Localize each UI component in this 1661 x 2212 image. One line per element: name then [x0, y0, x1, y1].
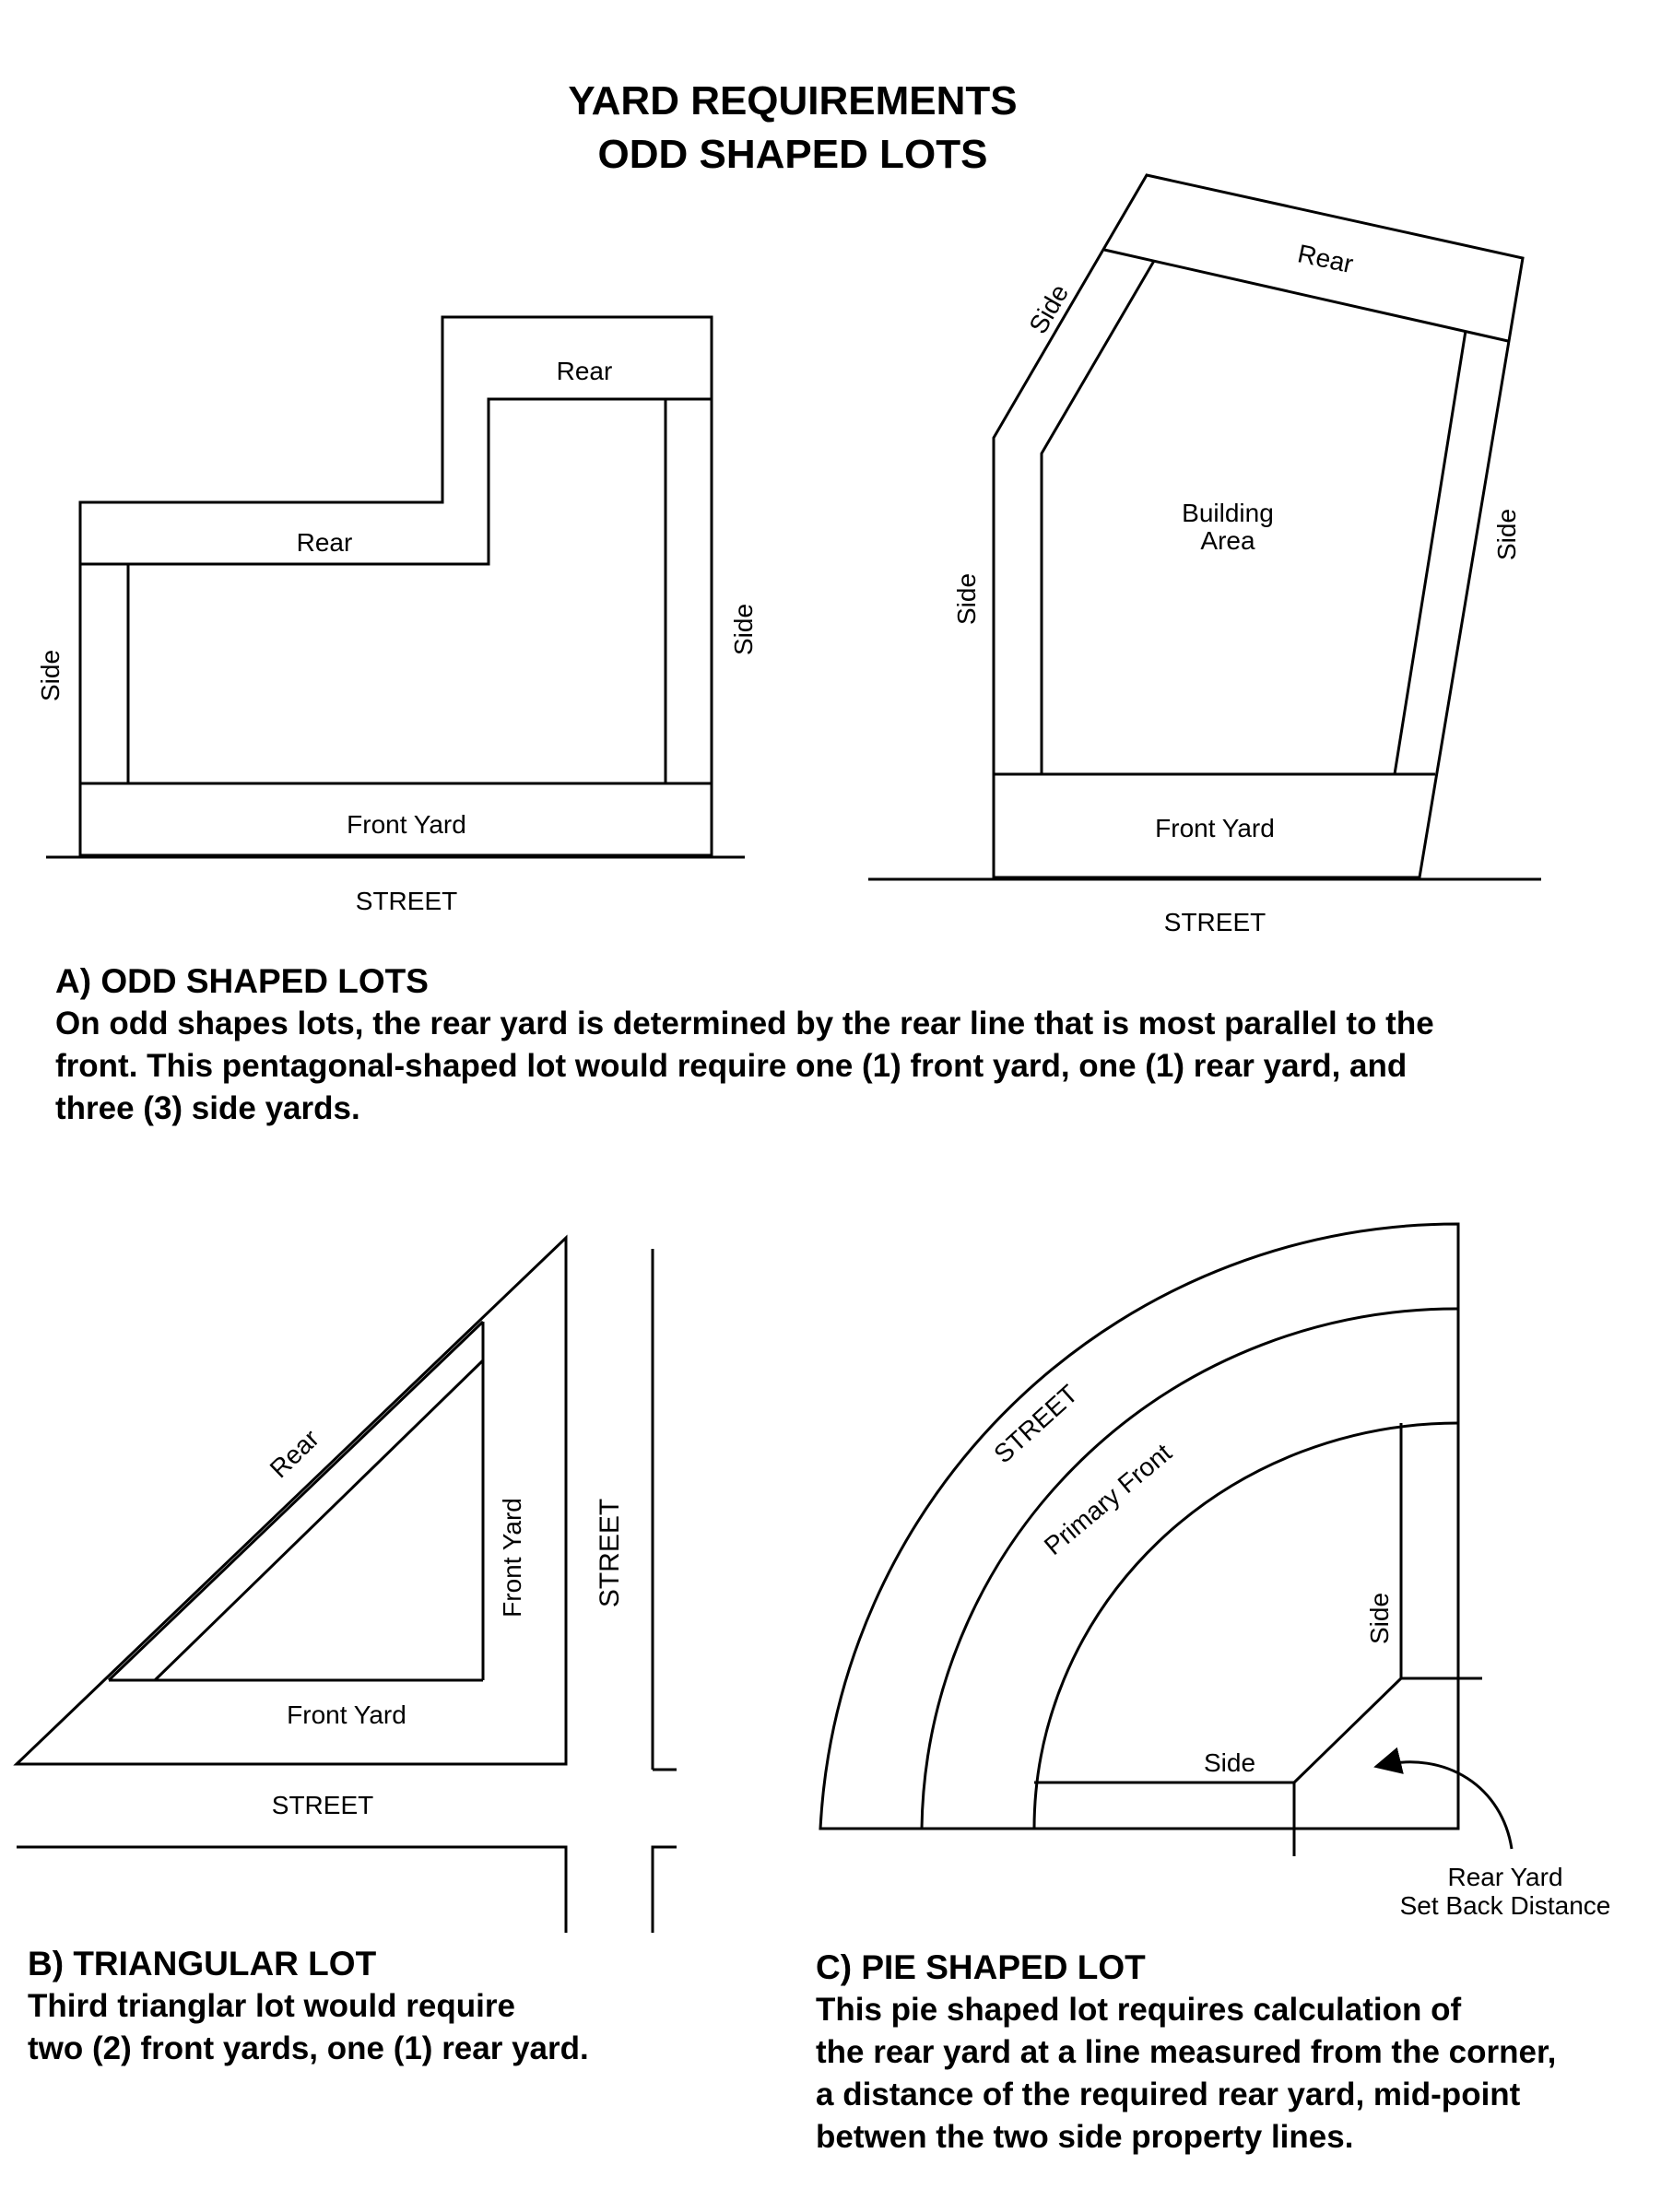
label-side-vertical: Side [1365, 1592, 1394, 1645]
side-line-right [1395, 331, 1466, 774]
label-rear-yard: Rear Yard [1447, 1863, 1563, 1891]
label-rear-lower: Rear [296, 528, 353, 557]
caption-c-line-2: the rear yard at a line measured from the corner, [816, 2034, 1557, 2070]
lot-a-left [46, 317, 745, 857]
label-setback-distance: Set Back Distance [1399, 1891, 1611, 1920]
street-outer-arc [820, 1224, 1458, 1829]
caption-a-line-3: three (3) side yards. [55, 1090, 360, 1126]
label-side-left: Side [952, 572, 981, 626]
label-street: STREET [355, 887, 458, 915]
caption-b-heading: B) TRIANGULAR LOT [28, 1945, 377, 1983]
label-rear: Rear [264, 1423, 325, 1484]
caption-a-line-2: front. This pentagonal-shaped lot would require one (1) front yard, one (1) rear yard, and [55, 1048, 1408, 1084]
label-rear-upper: Rear [556, 357, 613, 385]
rear-line-inner [155, 1360, 483, 1680]
caption-b-line-2: two (2) front yards, one (1) rear yard. [28, 2030, 589, 2066]
caption-b-line-1: Third trianglar lot would require [28, 1988, 515, 2024]
cross-street-left [17, 1847, 566, 1933]
label-front-yard-vertical: Front Yard [498, 1498, 526, 1618]
label-street-bottom: STREET [271, 1791, 374, 1819]
caption-c-line-1: This pie shaped lot requires calculation of [816, 1992, 1462, 2028]
label-street: STREET [1163, 908, 1266, 936]
caption-a [55, 960, 1622, 1130]
rear-line [109, 1322, 483, 1680]
label-building-area-2: Area [1200, 526, 1255, 555]
label-side-bottom: Side [1203, 1748, 1256, 1777]
label-front-yard: Front Yard [1155, 814, 1275, 842]
label-side-right: Side [729, 603, 758, 656]
building-line [128, 399, 666, 783]
caption-a-line-1: On odd shapes lots, the rear yard is determined by the rear line that is most parallel to the [55, 1006, 1434, 1041]
caption-b [28, 1943, 783, 2070]
caption-c [816, 1947, 1645, 2159]
label-side-left: Side [36, 649, 65, 702]
lot-b [17, 1238, 677, 1933]
label-front-yard: Front Yard [347, 810, 466, 839]
label-building-area-1: Building [1182, 499, 1274, 527]
building-line [1042, 261, 1154, 774]
label-front-yard-bottom: Front Yard [287, 1700, 406, 1729]
title-line-1: YARD REQUIREMENTS [568, 78, 1018, 124]
lot-c [820, 1224, 1512, 1856]
label-primary-front: Primary Front [1038, 1438, 1177, 1561]
title-line-2: ODD SHAPED LOTS [597, 132, 988, 177]
label-street: STREET [988, 1379, 1084, 1469]
primary-front-arc [922, 1309, 1458, 1829]
rear-yard-diagonal [1294, 1678, 1401, 1783]
label-side-top: Side [1023, 279, 1075, 339]
cross-street-right [653, 1847, 677, 1933]
label-side-right: Side [1492, 508, 1521, 561]
label-street-vertical: STREET [595, 1498, 625, 1608]
caption-a-heading: A) ODD SHAPED LOTS [55, 962, 429, 1000]
caption-c-line-4: betwen the two side property lines. [816, 2119, 1354, 2155]
caption-c-heading: C) PIE SHAPED LOT [816, 1948, 1146, 1986]
label-rear: Rear [1295, 239, 1356, 279]
arrow-icon [1379, 1762, 1512, 1849]
caption-c-line-3: a distance of the required rear yard, mid-point [816, 2077, 1521, 2112]
